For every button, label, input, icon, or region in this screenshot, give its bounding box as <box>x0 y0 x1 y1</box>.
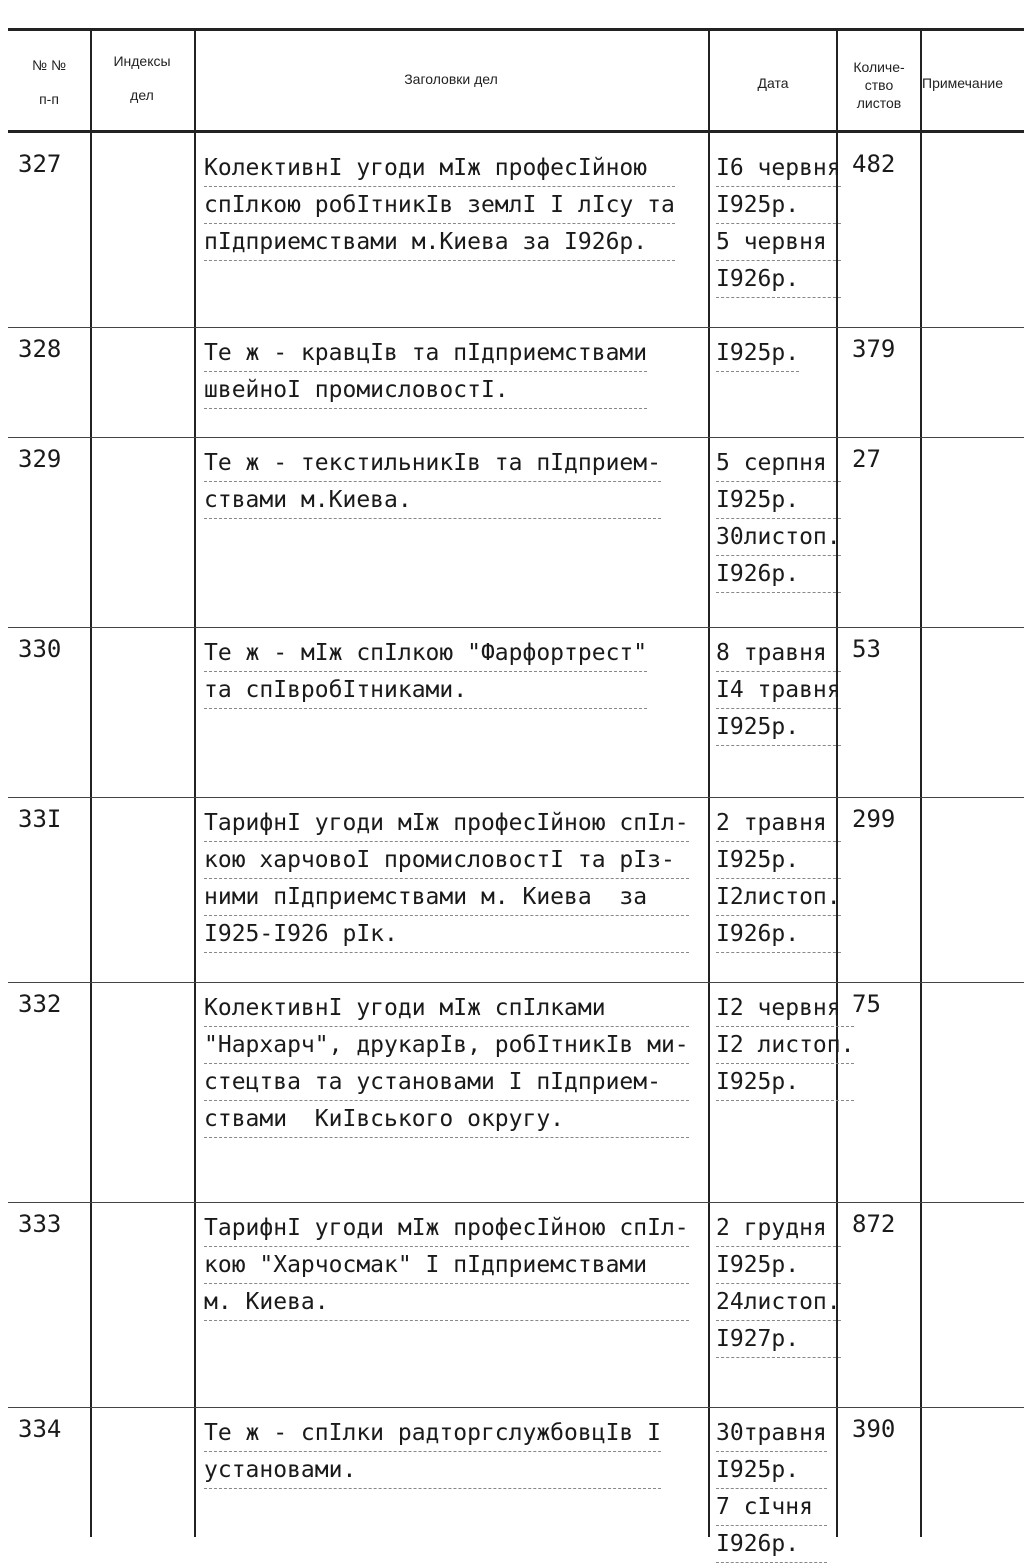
row-separator <box>8 1202 1024 1203</box>
row-separator <box>8 627 1024 628</box>
entry-title-line: м. Киева. <box>204 1284 689 1321</box>
entry-date-line: I925р. <box>716 1064 854 1101</box>
header-number-line: п-п <box>39 91 59 107</box>
header-sheets-line: ство <box>864 77 894 93</box>
entry-title-line: "Нархарч", друкарIв, робIтникIв ми- <box>204 1027 689 1064</box>
entry-date <box>716 335 799 372</box>
entry-title-line: ствами м.Киева. <box>204 482 661 519</box>
header-sheets <box>838 58 920 112</box>
entry-title-line: кою "Харчосмак" I пIдприемствами <box>204 1247 689 1284</box>
entry-sheets: 379 <box>852 335 896 363</box>
entry-date-line: 5 серпня <box>716 445 841 482</box>
header-bottom-border <box>8 130 1024 133</box>
entry-date-line: I2 червня <box>716 990 854 1027</box>
entry-date-line: 5 червня <box>716 224 841 261</box>
entry-title <box>204 150 675 261</box>
entry-date-line: I926р. <box>716 916 841 953</box>
entry-date-line: 24листоп. <box>716 1284 841 1321</box>
entry-sheets: 482 <box>852 150 896 178</box>
entry-date-line: 8 травня <box>716 635 841 672</box>
entry-sheets: 872 <box>852 1210 896 1238</box>
entry-title <box>204 335 647 409</box>
entry-date-line: I925р. <box>716 482 841 519</box>
entry-title-line: Те ж - спIлки радторгслужбовцIв I <box>204 1415 661 1452</box>
row-separator <box>8 327 1024 328</box>
entry-number: 33I <box>18 805 62 833</box>
entry-title <box>204 445 661 519</box>
entry-date-line: I926р. <box>716 1526 827 1563</box>
entry-date-line: 2 травня <box>716 805 841 842</box>
entry-date-line: I6 червня <box>716 150 841 187</box>
entry-title-line: кою харчовоI промисловостI та рIз- <box>204 842 689 879</box>
entry-sheets: 75 <box>852 990 881 1018</box>
header-number-line: № № <box>32 57 66 73</box>
entry-date <box>716 805 841 953</box>
entry-title-line: ствами КиIвського округу. <box>204 1101 689 1138</box>
entry-title-line: Те ж - кравцIв та пIдприемствами <box>204 335 647 372</box>
entry-date-line: I2листоп. <box>716 879 841 916</box>
entry-number: 332 <box>18 990 62 1018</box>
entry-title <box>204 1210 689 1321</box>
column-divider <box>90 30 92 1537</box>
entry-date <box>716 1210 841 1358</box>
column-divider <box>194 30 196 1537</box>
entry-title-line: пIдприемствами м.Киева за I926р. <box>204 224 675 261</box>
entry-title <box>204 1415 661 1489</box>
entry-title-line: ТарифнI угоди мIж професIйною спIл- <box>204 805 689 842</box>
entry-date-line: I925р. <box>716 709 841 746</box>
header-title: Заголовки дел <box>404 71 498 87</box>
entry-date-line: I925р. <box>716 1452 827 1489</box>
entry-date-line: 30листоп. <box>716 519 841 556</box>
entry-date <box>716 990 854 1101</box>
entry-number: 329 <box>18 445 62 473</box>
entry-title-line: та спIвробIтниками. <box>204 672 647 709</box>
entry-title-line: ТарифнI угоди мIж професIйною спIл- <box>204 1210 689 1247</box>
entry-title-line: Те ж - мIж спIлкою "Фарфортрест" <box>204 635 647 672</box>
entry-date <box>716 150 841 298</box>
row-separator <box>8 1407 1024 1408</box>
header-number <box>10 48 88 116</box>
entry-date-line: 2 грудня <box>716 1210 841 1247</box>
entry-date-line: I925р. <box>716 335 799 372</box>
entry-sheets: 390 <box>852 1415 896 1443</box>
header-index-line: Индексы <box>113 53 171 69</box>
column-divider <box>920 30 922 1537</box>
entry-title-line: стецтва та установами I пIдприем- <box>204 1064 689 1101</box>
row-separator <box>8 797 1024 798</box>
entry-title <box>204 990 689 1138</box>
entry-date-line: I925р. <box>716 1247 841 1284</box>
header-index <box>92 44 192 112</box>
entry-title-line: спIлкою робIтникIв землI I лIсу та <box>204 187 675 224</box>
entry-title <box>204 635 647 709</box>
entry-date <box>716 635 841 746</box>
entry-title-line: Те ж - текстильникIв та пIдприем- <box>204 445 661 482</box>
entry-title-line: установами. <box>204 1452 661 1489</box>
row-separator <box>8 982 1024 983</box>
entry-title <box>204 805 689 953</box>
row-separator <box>8 437 1024 438</box>
entry-date-line: 30травня <box>716 1415 827 1452</box>
entry-title-line: швейноI промисловостI. <box>204 372 647 409</box>
entry-sheets: 299 <box>852 805 896 833</box>
entry-number: 334 <box>18 1415 62 1443</box>
entry-title-line: КолективнI угоди мIж професIйною <box>204 150 675 187</box>
header-sheets-line: листов <box>856 95 902 111</box>
header-index-line: дел <box>130 87 154 103</box>
entry-number: 330 <box>18 635 62 663</box>
header-sheets-line: Количе- <box>853 59 905 75</box>
entry-number: 333 <box>18 1210 62 1238</box>
entry-date-line: I926р. <box>716 261 841 298</box>
entry-date-line: I925р. <box>716 842 841 879</box>
entry-date-line: I2 листоп. <box>716 1027 854 1064</box>
entry-date-line: I4 травня <box>716 672 841 709</box>
entry-sheets: 27 <box>852 445 881 473</box>
entry-date <box>716 1415 827 1563</box>
entry-number: 327 <box>18 150 62 178</box>
header-note: Примечание <box>922 75 1004 91</box>
column-divider <box>708 30 710 1537</box>
entry-date-line: I925р. <box>716 187 841 224</box>
entry-title-line: I925-I926 рIк. <box>204 916 689 953</box>
table-top-border <box>8 28 1024 31</box>
entry-sheets: 53 <box>852 635 881 663</box>
entry-date-line: I927р. <box>716 1321 841 1358</box>
entry-title-line: КолективнI угоди мIж спIлками <box>204 990 689 1027</box>
entry-date <box>716 445 841 593</box>
entry-date-line: I926р. <box>716 556 841 593</box>
entry-number: 328 <box>18 335 62 363</box>
entry-date-line: 7 сIчня <box>716 1489 827 1526</box>
header-date: Дата <box>757 75 789 91</box>
entry-title-line: ними пIдприемствами м. Киева за <box>204 879 689 916</box>
